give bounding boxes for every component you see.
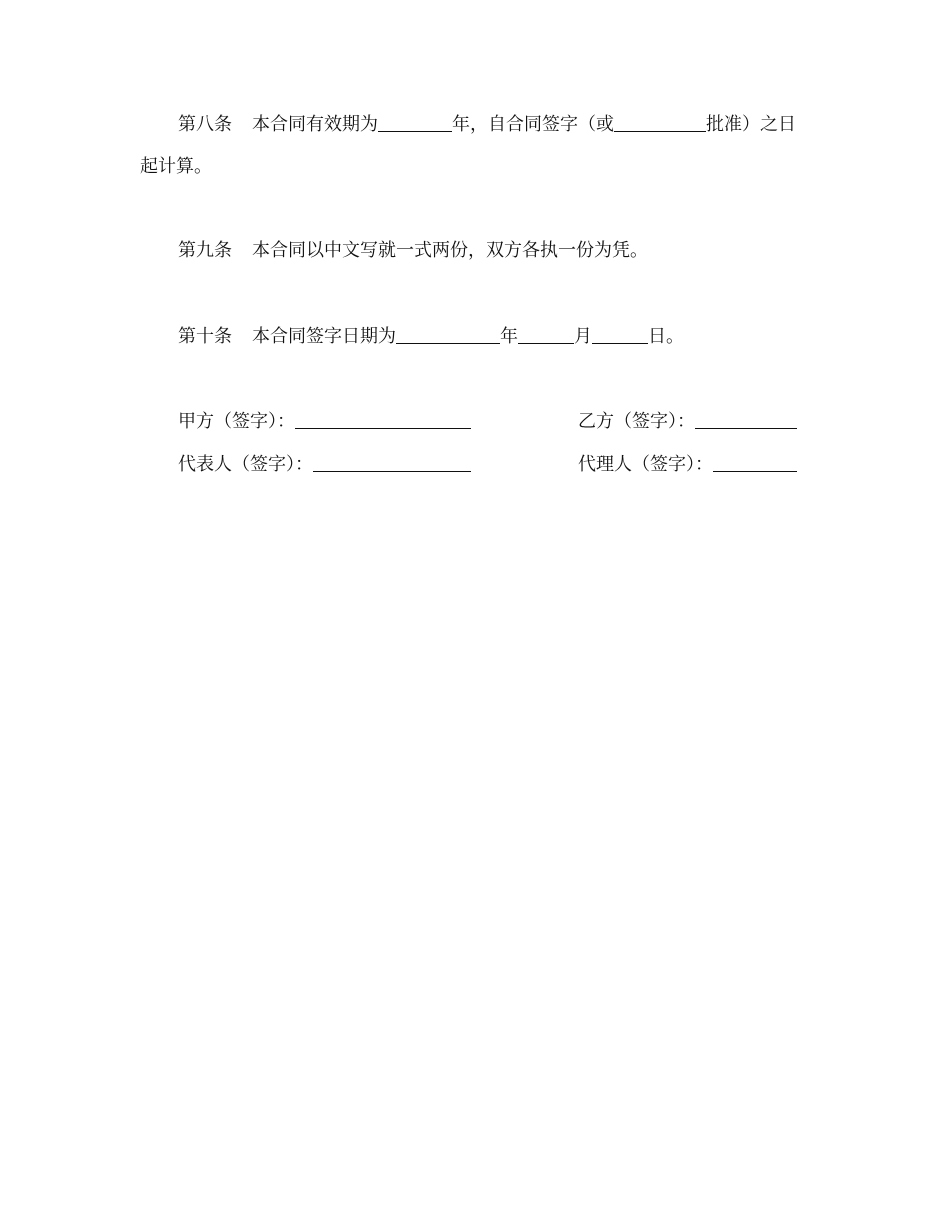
signature-row-parties bbox=[178, 409, 812, 435]
sign-month-blank[interactable] bbox=[518, 325, 574, 344]
article-8-text-3: 批准）之日 bbox=[706, 114, 796, 135]
sign-year-blank[interactable] bbox=[396, 325, 500, 344]
article-8 bbox=[140, 104, 812, 188]
validity-years-blank[interactable] bbox=[378, 113, 452, 132]
day-label: 日。 bbox=[648, 326, 684, 347]
representative-signature bbox=[178, 452, 471, 478]
representative-label: 代表人（签字）： bbox=[178, 454, 313, 475]
month-label: 月 bbox=[574, 326, 592, 347]
article-8-text-1: 本合同有效期为 bbox=[252, 114, 378, 135]
article-8-text-4: 起计算。 bbox=[140, 156, 212, 177]
year-label: 年 bbox=[500, 326, 518, 347]
agent-signature bbox=[578, 452, 797, 478]
article-10-number: 第十条 bbox=[178, 326, 232, 347]
agent-signature-blank[interactable] bbox=[713, 453, 797, 472]
party-a-signature bbox=[178, 409, 471, 435]
party-a-label: 甲方（签字）： bbox=[178, 411, 295, 432]
article-10-text: 本合同签字日期为 bbox=[252, 326, 396, 347]
party-b-label: 乙方（签字）： bbox=[578, 411, 695, 432]
article-9 bbox=[140, 230, 812, 272]
party-b-signature-blank[interactable] bbox=[695, 410, 797, 429]
approval-authority-blank[interactable] bbox=[614, 113, 706, 132]
article-10 bbox=[140, 316, 812, 358]
article-9-text: 本合同以中文写就一式两份，双方各执一份为凭。 bbox=[252, 240, 648, 261]
article-8-number: 第八条 bbox=[178, 114, 232, 135]
sign-day-blank[interactable] bbox=[592, 325, 648, 344]
agent-label: 代理人（签字）： bbox=[578, 454, 713, 475]
article-9-number: 第九条 bbox=[178, 240, 232, 261]
party-b-signature bbox=[578, 409, 797, 435]
representative-signature-blank[interactable] bbox=[313, 453, 471, 472]
article-8-text-2: 年，自合同签字（或 bbox=[452, 114, 614, 135]
party-a-signature-blank[interactable] bbox=[295, 410, 471, 429]
signature-row-representatives bbox=[178, 452, 812, 478]
